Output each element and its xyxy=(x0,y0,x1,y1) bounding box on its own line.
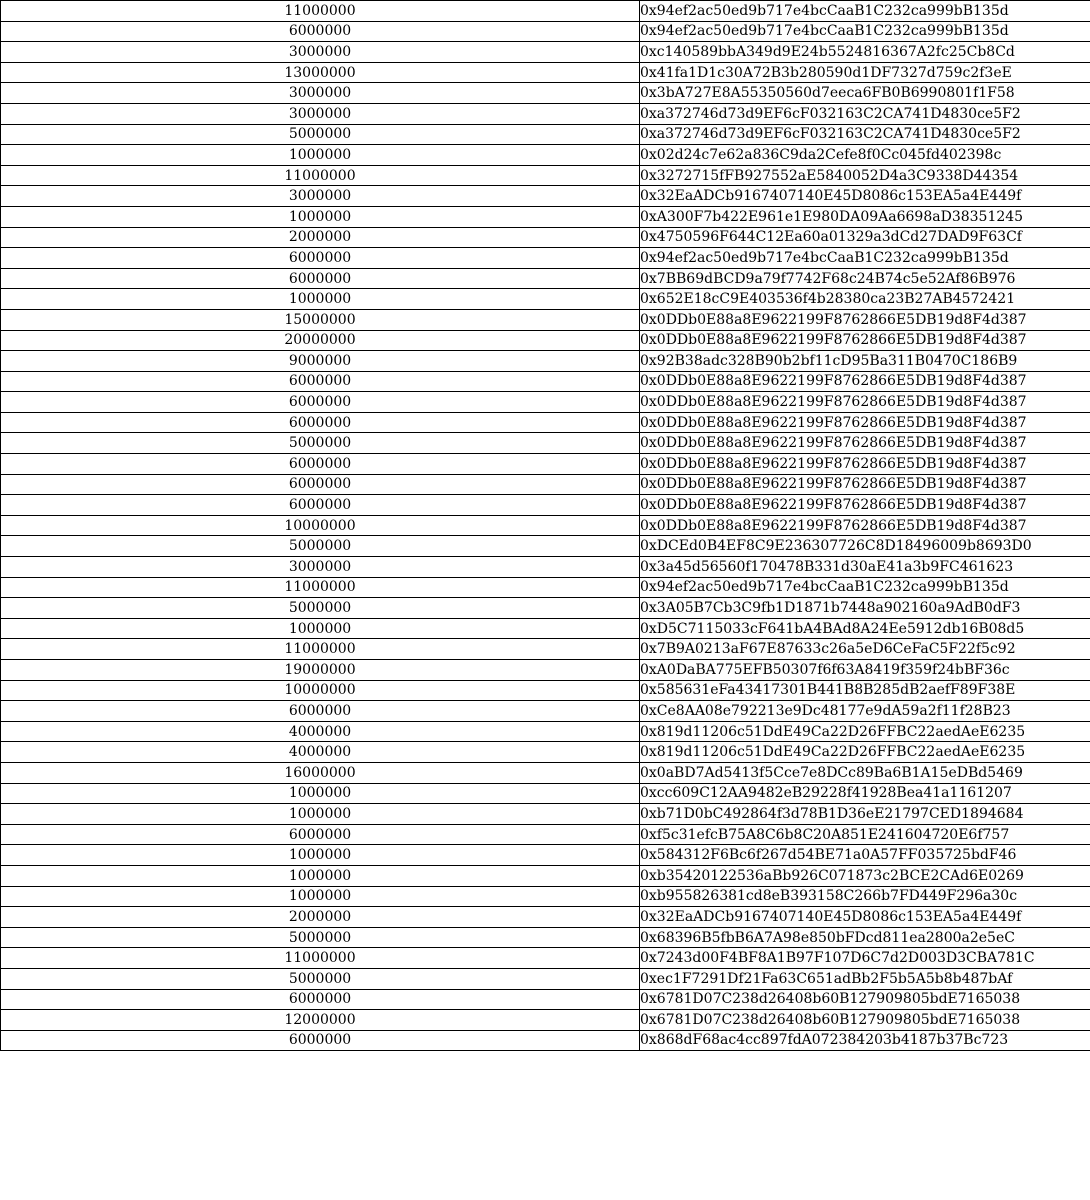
amount-cell[interactable]: 1000000 xyxy=(1,145,640,166)
amount-cell[interactable]: 5000000 xyxy=(1,124,640,145)
amount-cell[interactable]: 20000000 xyxy=(1,330,640,351)
address-cell[interactable]: 0x819d11206c51DdE49Ca22D26FFBC22aedAeE6235 xyxy=(640,721,1090,742)
table-row xyxy=(1,392,1090,413)
table-row xyxy=(1,1030,1090,1051)
address-cell[interactable]: 0xcc609C12AA9482eB29228f41928Bea41a1161207 xyxy=(640,783,1090,804)
address-cell[interactable]: 0x0DDb0E88a8E9622199F8762866E5DB19d8F4d387 xyxy=(640,371,1090,392)
table-row xyxy=(1,1,1090,22)
amount-cell[interactable]: 2000000 xyxy=(1,907,640,928)
table-row xyxy=(1,103,1090,124)
address-cell[interactable]: 0x6781D07C238d26408b60B127909805bdE7165038 xyxy=(640,1010,1090,1031)
address-cell[interactable]: 0xc140589bbA349d9E24b5524816367A2fc25Cb8Cd xyxy=(640,42,1090,63)
table-body xyxy=(1,1,1090,1051)
address-cell[interactable]: 0x32EaADCb9167407140E45D8086c153EA5a4E449f xyxy=(640,186,1090,207)
table-row xyxy=(1,536,1090,557)
table-row xyxy=(1,495,1090,516)
amount-cell[interactable]: 6000000 xyxy=(1,701,640,722)
amount-cell[interactable]: 6000000 xyxy=(1,21,640,42)
table-row xyxy=(1,948,1090,969)
table-row xyxy=(1,124,1090,145)
amount-cell[interactable]: 6000000 xyxy=(1,474,640,495)
table-row xyxy=(1,248,1090,269)
amount-cell[interactable]: 13000000 xyxy=(1,62,640,83)
address-cell[interactable]: 0x7243d00F4BF8A1B97F107D6C7d2D003D3CBA781C xyxy=(640,948,1090,969)
amount-cell[interactable]: 3000000 xyxy=(1,103,640,124)
amount-cell[interactable]: 1000000 xyxy=(1,783,640,804)
address-cell[interactable]: 0x0DDb0E88a8E9622199F8762866E5DB19d8F4d387 xyxy=(640,454,1090,475)
amount-cell[interactable]: 9000000 xyxy=(1,351,640,372)
table-row xyxy=(1,557,1090,578)
table-row xyxy=(1,783,1090,804)
amount-cell[interactable]: 12000000 xyxy=(1,1010,640,1031)
address-cell[interactable]: 0xD5C7115033cF641bA4BAd8A24Ee5912db16B08d5 xyxy=(640,618,1090,639)
table-row xyxy=(1,886,1090,907)
amount-cell[interactable]: 1000000 xyxy=(1,618,640,639)
table-row xyxy=(1,268,1090,289)
table-row xyxy=(1,804,1090,825)
address-cell[interactable]: 0xa372746d73d9EF6cF032163C2CA741D4830ce5F2 xyxy=(640,103,1090,124)
amount-cell[interactable]: 6000000 xyxy=(1,454,640,475)
address-cell[interactable]: 0x3bA727E8A55350560d7eeca6FB0B6990801f1F58 xyxy=(640,83,1090,104)
address-cell[interactable]: 0x94ef2ac50ed9b717e4bcCaaB1C232ca999bB135d xyxy=(640,248,1090,269)
amount-cell[interactable]: 3000000 xyxy=(1,186,640,207)
table-row xyxy=(1,454,1090,475)
table-row xyxy=(1,927,1090,948)
amount-cell[interactable]: 1000000 xyxy=(1,206,640,227)
address-cell[interactable]: 0xDCEd0B4EF8C9E236307726C8D18496009b8693D0 xyxy=(640,536,1090,557)
table-row xyxy=(1,433,1090,454)
amount-cell[interactable]: 1000000 xyxy=(1,845,640,866)
table-row xyxy=(1,968,1090,989)
table-row xyxy=(1,989,1090,1010)
address-cell[interactable]: 0x32EaADCb9167407140E45D8086c153EA5a4E449f xyxy=(640,907,1090,928)
amount-cell[interactable]: 1000000 xyxy=(1,865,640,886)
table-row xyxy=(1,371,1090,392)
table-row xyxy=(1,845,1090,866)
address-cell[interactable]: 0x6781D07C238d26408b60B127909805bdE7165038 xyxy=(640,989,1090,1010)
address-cell[interactable]: 0x0DDb0E88a8E9622199F8762866E5DB19d8F4d387 xyxy=(640,495,1090,516)
address-cell[interactable]: 0x652E18cC9E403536f4b28380ca23B27AB4572421 xyxy=(640,289,1090,310)
amount-cell[interactable]: 1000000 xyxy=(1,289,640,310)
address-cell[interactable]: 0x7BB69dBCD9a79f7742F68c24B74c5e52Af86B976 xyxy=(640,268,1090,289)
address-cell[interactable]: 0x0DDb0E88a8E9622199F8762866E5DB19d8F4d387 xyxy=(640,515,1090,536)
address-cell[interactable]: 0x0DDb0E88a8E9622199F8762866E5DB19d8F4d387 xyxy=(640,392,1090,413)
address-cell[interactable]: 0x68396B5fbB6A7A98e850bFDcd811ea2800a2e5eC xyxy=(640,927,1090,948)
table-row xyxy=(1,474,1090,495)
address-cell[interactable]: 0x94ef2ac50ed9b717e4bcCaaB1C232ca999bB135d xyxy=(640,21,1090,42)
amount-cell[interactable]: 3000000 xyxy=(1,83,640,104)
table-row xyxy=(1,42,1090,63)
address-cell[interactable]: 0x819d11206c51DdE49Ca22D26FFBC22aedAeE6235 xyxy=(640,742,1090,763)
address-cell[interactable]: 0x585631eFa43417301B441B8B285dB2aefF89F38E xyxy=(640,680,1090,701)
amount-cell[interactable]: 1000000 xyxy=(1,804,640,825)
table-row xyxy=(1,145,1090,166)
table-row xyxy=(1,412,1090,433)
table-row xyxy=(1,515,1090,536)
table-row xyxy=(1,1010,1090,1031)
amount-cell[interactable]: 11000000 xyxy=(1,639,640,660)
amount-cell[interactable]: 3000000 xyxy=(1,557,640,578)
address-cell[interactable]: 0x4750596F644C12Ea60a01329a3dCd27DAD9F63Cf xyxy=(640,227,1090,248)
amount-cell[interactable]: 6000000 xyxy=(1,412,640,433)
table-row xyxy=(1,62,1090,83)
address-cell[interactable]: 0x0DDb0E88a8E9622199F8762866E5DB19d8F4d387 xyxy=(640,309,1090,330)
address-cell[interactable]: 0x0DDb0E88a8E9622199F8762866E5DB19d8F4d387 xyxy=(640,412,1090,433)
table-row xyxy=(1,742,1090,763)
amount-cell[interactable]: 16000000 xyxy=(1,762,640,783)
amount-cell[interactable]: 6000000 xyxy=(1,392,640,413)
address-cell[interactable]: 0x3a45d56560f170478B331d30aE41a3b9FC461623 xyxy=(640,557,1090,578)
amount-cell[interactable]: 6000000 xyxy=(1,248,640,269)
address-cell[interactable]: 0x7B9A0213aF67E87633c26a5eD6CeFaC5F22f5c92 xyxy=(640,639,1090,660)
table-row xyxy=(1,309,1090,330)
table-row xyxy=(1,680,1090,701)
address-cell[interactable]: 0xec1F7291Df21Fa63C651adBb2F5b5A5b8b487bAf xyxy=(640,968,1090,989)
address-cell[interactable]: 0x0aBD7Ad5413f5Cce7e8DCc89Ba6B1A15eDBd5469 xyxy=(640,762,1090,783)
amount-cell[interactable]: 6000000 xyxy=(1,371,640,392)
table-row xyxy=(1,660,1090,681)
amount-cell[interactable]: 6000000 xyxy=(1,824,640,845)
table-row xyxy=(1,289,1090,310)
address-cell[interactable]: 0xCe8AA08e792213e9Dc48177e9dA59a2f11f28B23 xyxy=(640,701,1090,722)
table-row xyxy=(1,21,1090,42)
table-row xyxy=(1,865,1090,886)
amount-cell[interactable]: 4000000 xyxy=(1,721,640,742)
address-cell[interactable]: 0x92B38adc328B90b2bf11cD95Ba311B0470C186B9 xyxy=(640,351,1090,372)
table-row xyxy=(1,186,1090,207)
address-cell[interactable]: 0x3A05B7Cb3C9fb1D1871b7448a902160a9AdB0dF3 xyxy=(640,598,1090,619)
address-cell[interactable]: 0xf5c31efcB75A8C6b8C20A851E241604720E6f757 xyxy=(640,824,1090,845)
amount-cell[interactable]: 5000000 xyxy=(1,927,640,948)
amount-cell[interactable]: 11000000 xyxy=(1,1,640,22)
address-cell[interactable]: 0x94ef2ac50ed9b717e4bcCaaB1C232ca999bB135d xyxy=(640,1,1090,22)
table-row xyxy=(1,639,1090,660)
address-cell[interactable]: 0x02d24c7e62a836C9da2Cefe8f0Cc045fd402398c xyxy=(640,145,1090,166)
amount-cell[interactable]: 4000000 xyxy=(1,742,640,763)
amount-cell[interactable]: 6000000 xyxy=(1,1030,640,1051)
address-cell[interactable]: 0xA0DaBA775EFB50307f6f63A8419f359f24bBF36c xyxy=(640,660,1090,681)
address-cell[interactable]: 0xb71D0bC492864f3d78B1D36eE21797CED1894684 xyxy=(640,804,1090,825)
amount-cell[interactable]: 11000000 xyxy=(1,948,640,969)
table-row xyxy=(1,206,1090,227)
amount-cell[interactable]: 10000000 xyxy=(1,680,640,701)
address-cell[interactable]: 0x0DDb0E88a8E9622199F8762866E5DB19d8F4d387 xyxy=(640,330,1090,351)
address-cell[interactable]: 0x3272715fFB927552aE5840052D4a3C9338D44354 xyxy=(640,165,1090,186)
table-row xyxy=(1,907,1090,928)
table-row xyxy=(1,721,1090,742)
amount-cell[interactable]: 6000000 xyxy=(1,989,640,1010)
table-row xyxy=(1,701,1090,722)
address-cell[interactable]: 0xb955826381cd8eB393158C266b7FD449F296a30c xyxy=(640,886,1090,907)
amount-cell[interactable]: 2000000 xyxy=(1,227,640,248)
table-row xyxy=(1,330,1090,351)
amount-cell[interactable]: 19000000 xyxy=(1,660,640,681)
amount-cell[interactable]: 15000000 xyxy=(1,309,640,330)
table-row xyxy=(1,762,1090,783)
amount-cell[interactable]: 6000000 xyxy=(1,495,640,516)
table-row xyxy=(1,598,1090,619)
table-row xyxy=(1,618,1090,639)
address-cell[interactable]: 0x584312F6Bc6f267d54BE71a0A57FF035725bdF46 xyxy=(640,845,1090,866)
amount-cell[interactable]: 1000000 xyxy=(1,886,640,907)
address-cell[interactable]: 0x94ef2ac50ed9b717e4bcCaaB1C232ca999bB135d xyxy=(640,577,1090,598)
amount-cell[interactable]: 5000000 xyxy=(1,536,640,557)
address-cell[interactable]: 0xb35420122536aBb926C071873c2BCE2CAd6E0269 xyxy=(640,865,1090,886)
amount-cell[interactable]: 10000000 xyxy=(1,515,640,536)
table-row xyxy=(1,227,1090,248)
address-cell[interactable]: 0x0DDb0E88a8E9622199F8762866E5DB19d8F4d387 xyxy=(640,433,1090,454)
table-row xyxy=(1,165,1090,186)
amount-cell[interactable]: 11000000 xyxy=(1,577,640,598)
table-row xyxy=(1,577,1090,598)
address-cell[interactable]: 0x41fa1D1c30A72B3b280590d1DF7327d759c2f3eE xyxy=(640,62,1090,83)
amount-cell[interactable]: 3000000 xyxy=(1,42,640,63)
address-cell[interactable]: 0xa372746d73d9EF6cF032163C2CA741D4830ce5F2 xyxy=(640,124,1090,145)
amount-cell[interactable]: 5000000 xyxy=(1,598,640,619)
table-row xyxy=(1,824,1090,845)
address-cell[interactable]: 0x0DDb0E88a8E9622199F8762866E5DB19d8F4d387 xyxy=(640,474,1090,495)
table-row xyxy=(1,351,1090,372)
amount-cell[interactable]: 5000000 xyxy=(1,968,640,989)
address-cell[interactable]: 0x868dF68ac4cc897fdA072384203b4187b37Bc723 xyxy=(640,1030,1090,1051)
amount-cell[interactable]: 6000000 xyxy=(1,268,640,289)
amount-cell[interactable]: 11000000 xyxy=(1,165,640,186)
amount-cell[interactable]: 5000000 xyxy=(1,433,640,454)
table-row xyxy=(1,83,1090,104)
address-cell[interactable]: 0xA300F7b422E961e1E980DA09Aa6698aD38351245 xyxy=(640,206,1090,227)
